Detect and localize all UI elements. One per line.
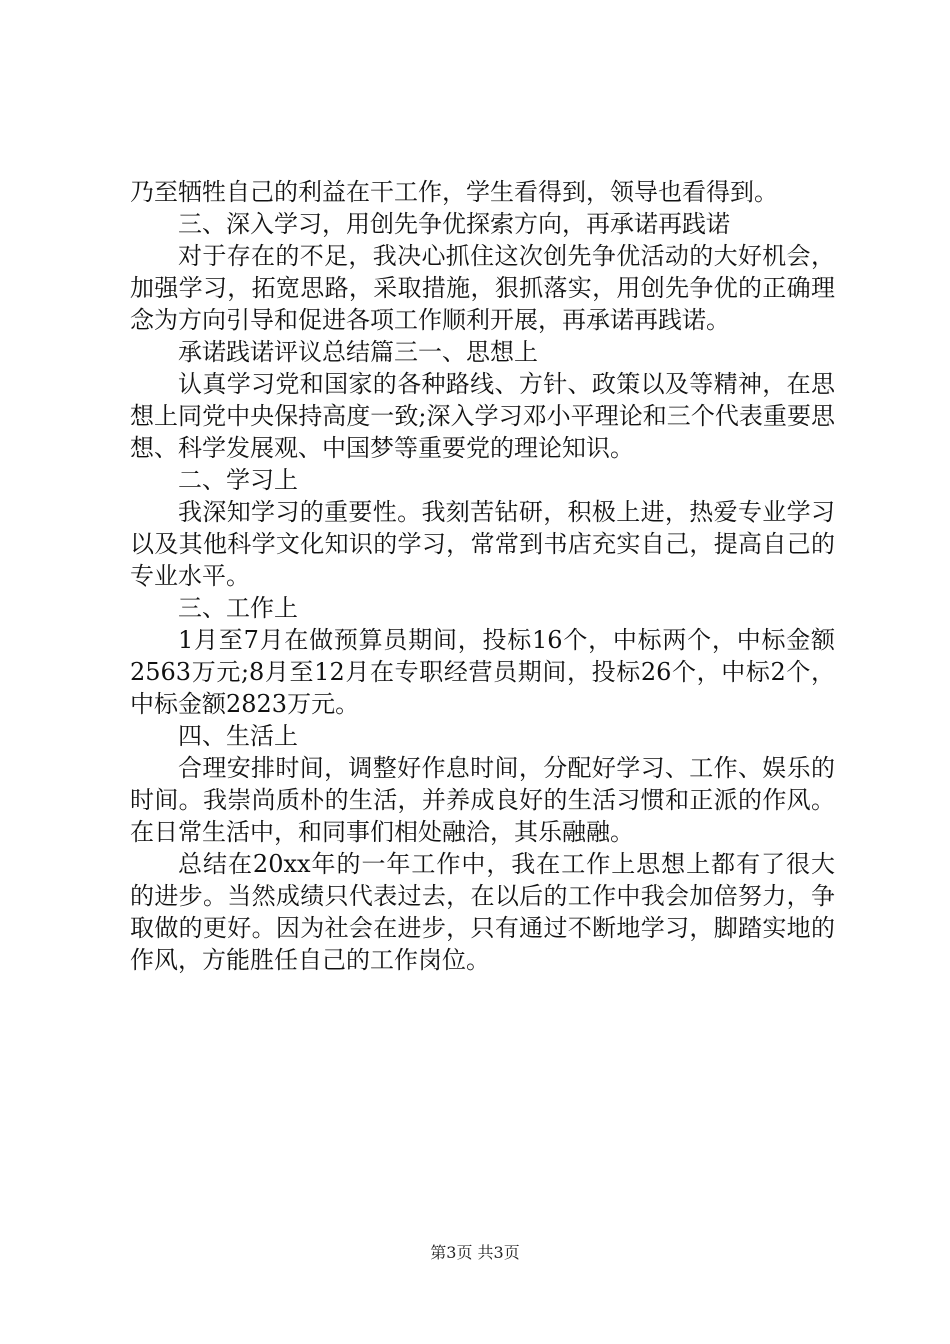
section-heading-work: 三、工作上 <box>178 594 298 622</box>
paragraph-thought: 认真学习党和国家的各种路线、方针、政策以及等精神，在思想上同党中央保持高度一致;深入学习邓小平理论和三个代表重要思想、科学发展观、中国梦等重要党的理论知识。 <box>130 370 835 462</box>
paragraph-life: 合理安排时间，调整好作息时间，分配好学习、工作、娱乐的时间。我崇尚质朴的生活，并养成良好的生活习惯和正派的作风。在日常生活中，和同事们相处融洽，其乐融融。 <box>130 754 835 846</box>
paragraph-continuation: 乃至牺牲自己的利益在干工作，学生看得到，领导也看得到。 <box>130 178 778 206</box>
paragraph-shortcomings: 对于存在的不足，我决心抓住这次创先争优活动的大好机会，加强学习，拓宽思路，采取措施，狠抓落实，用创先争优的正确理念为方向引导和促进各项工作顺利开展，再承诺再践诺。 <box>130 242 835 334</box>
paragraph-study: 我深知学习的重要性。我刻苦钻研，积极上进，热爱专业学习以及其他科学文化知识的学习，常常到书店充实自己，提高自己的专业水平。 <box>130 498 835 590</box>
section-heading-thought: 承诺践诺评议总结篇三一、思想上 <box>178 338 538 366</box>
paragraph-work: 1月至7月在做预算员期间，投标16个，中标两个，中标金额2563万元;8月至12月在专职经营员期间，投标26个，中标2个，中标金额2823万元。 <box>130 626 835 718</box>
section-heading-deep-study: 三、深入学习，用创先争优探索方向，再承诺再践诺 <box>178 210 730 238</box>
document-body <box>130 176 835 976</box>
page-footer: 第3页 共3页 <box>430 1243 520 1262</box>
paragraph-summary: 总结在20xx年的一年工作中，我在工作上思想上都有了很大的进步。当然成绩只代表过去，在以后的工作中我会加倍努力，争取做的更好。因为社会在进步，只有通过不断地学习，脚踏实地的作风，方能胜任自己的工作岗位。 <box>130 850 835 974</box>
section-heading-life: 四、生活上 <box>178 722 298 750</box>
section-heading-study: 二、学习上 <box>178 466 298 494</box>
